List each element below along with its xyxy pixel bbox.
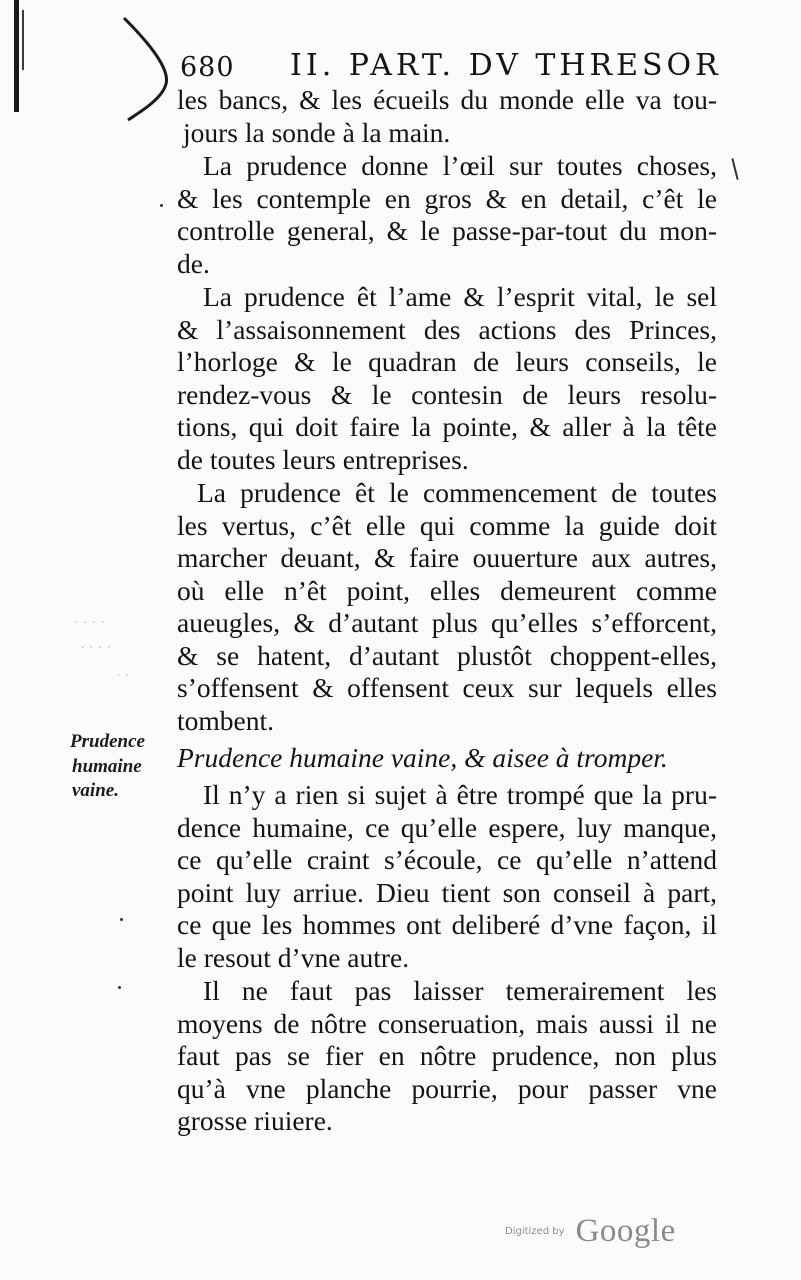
text-line: rendez-vous & le contesin de leurs resolu- — [177, 378, 717, 410]
text-line: grosse riuiere. — [177, 1105, 333, 1136]
text-line: controlle general, & le passe-par-tout du mon- — [177, 215, 717, 246]
text-line: dence humaine, ce qu’elle espere, luy manque, — [177, 811, 717, 843]
page-number: 680 — [180, 52, 235, 83]
page-header — [174, 48, 722, 88]
text-line: le resout d’vne autre. — [177, 941, 410, 973]
text-line: où elle n’êt point, elles demeurent comme — [177, 574, 717, 606]
paragraph — [177, 84, 717, 149]
ink-speck — [160, 204, 163, 207]
marginal-note — [70, 730, 145, 804]
bleed-through-text: · · · · — [80, 640, 112, 656]
text-line: jours la sonde à la main. — [183, 116, 451, 148]
text-line: moyens de nôtre conseruation, mais aussi il ne — [177, 1007, 717, 1039]
paragraph — [177, 150, 717, 280]
text-line: La prudence donne l’œil sur toutes choses, — [203, 150, 717, 181]
section-heading-text: Prudence humaine vaine, & aisee à tromper. — [177, 742, 668, 773]
text-line: La prudence êt le commencement de toutes — [197, 477, 717, 508]
running-head: II. PART. DV THRESOR — [290, 48, 722, 83]
text-line: Il n’y a rien si sujet à être trompé que la pru- — [203, 779, 717, 810]
text-line: & les contemple en gros & en detail, c’êt le — [177, 182, 717, 214]
paragraph — [177, 779, 717, 974]
bleed-through-text: · · — [116, 668, 130, 684]
text-line: & se hatent, d’autant plustôt choppent-elles, — [177, 639, 717, 671]
section-heading — [177, 738, 717, 778]
text-line: tions, qui doit faire la pointe, & aller à la tête — [177, 411, 717, 442]
text-line: La prudence êt l’ame & l’esprit vital, le sel — [203, 281, 717, 312]
text-line: de. — [177, 247, 210, 279]
margin-mark — [731, 158, 738, 180]
text-line: qu’à vne planche pourrie, pour passer vne — [177, 1072, 717, 1104]
page-curl-mark — [120, 14, 180, 124]
text-line: tombent. — [177, 704, 275, 736]
text-line: les bancs, & les écueils du monde elle va tou- — [177, 84, 717, 115]
scan-edge-shadow-secondary — [22, 10, 24, 70]
bleed-through-text: · · · · — [74, 615, 106, 631]
text-line: point luy arriue. Dieu tient son conseil à part, — [177, 876, 717, 908]
marginal-note-line: Prudence — [70, 731, 145, 752]
google-logo: Google — [575, 1213, 676, 1249]
text-line: ce qu’elle craint s’écoule, ce qu’elle n’attend — [177, 844, 717, 875]
body-text — [177, 84, 717, 1138]
text-line: de toutes leurs entreprises. — [177, 443, 469, 475]
text-line: Il ne faut pas laisser temerairement les — [203, 975, 717, 1006]
watermark-caption: Digitized by — [505, 1226, 565, 1237]
text-line: l’horloge & le quadran de leurs conseils, le — [177, 346, 717, 377]
ink-speck — [118, 986, 121, 989]
text-line: & l’assaisonnement des actions des Princes, — [177, 313, 717, 345]
text-line: aueugles, & d’autant plus qu’elles s’efforcent, — [177, 607, 717, 638]
scan-edge-shadow — [14, 0, 19, 112]
paragraph — [177, 477, 717, 737]
paragraph — [177, 975, 717, 1138]
text-line: les vertus, c’êt elle qui comme la guide doit — [177, 509, 717, 541]
marginal-note-line: humaine — [72, 755, 142, 777]
paragraph — [177, 281, 717, 476]
digitizer-watermark — [505, 1213, 676, 1253]
text-line: faut pas se fier en nôtre prudence, non plus — [177, 1040, 717, 1071]
text-line: marcher deuant, & faire ouuerture aux autres, — [177, 542, 717, 573]
text-line: ce que les hommes ont deliberé d’vne façon, il — [177, 909, 717, 940]
ink-speck — [120, 918, 123, 921]
marginal-note-line: vaine. — [72, 780, 119, 801]
text-line: s’offensent & offensent ceux sur lequels elles — [177, 672, 717, 703]
